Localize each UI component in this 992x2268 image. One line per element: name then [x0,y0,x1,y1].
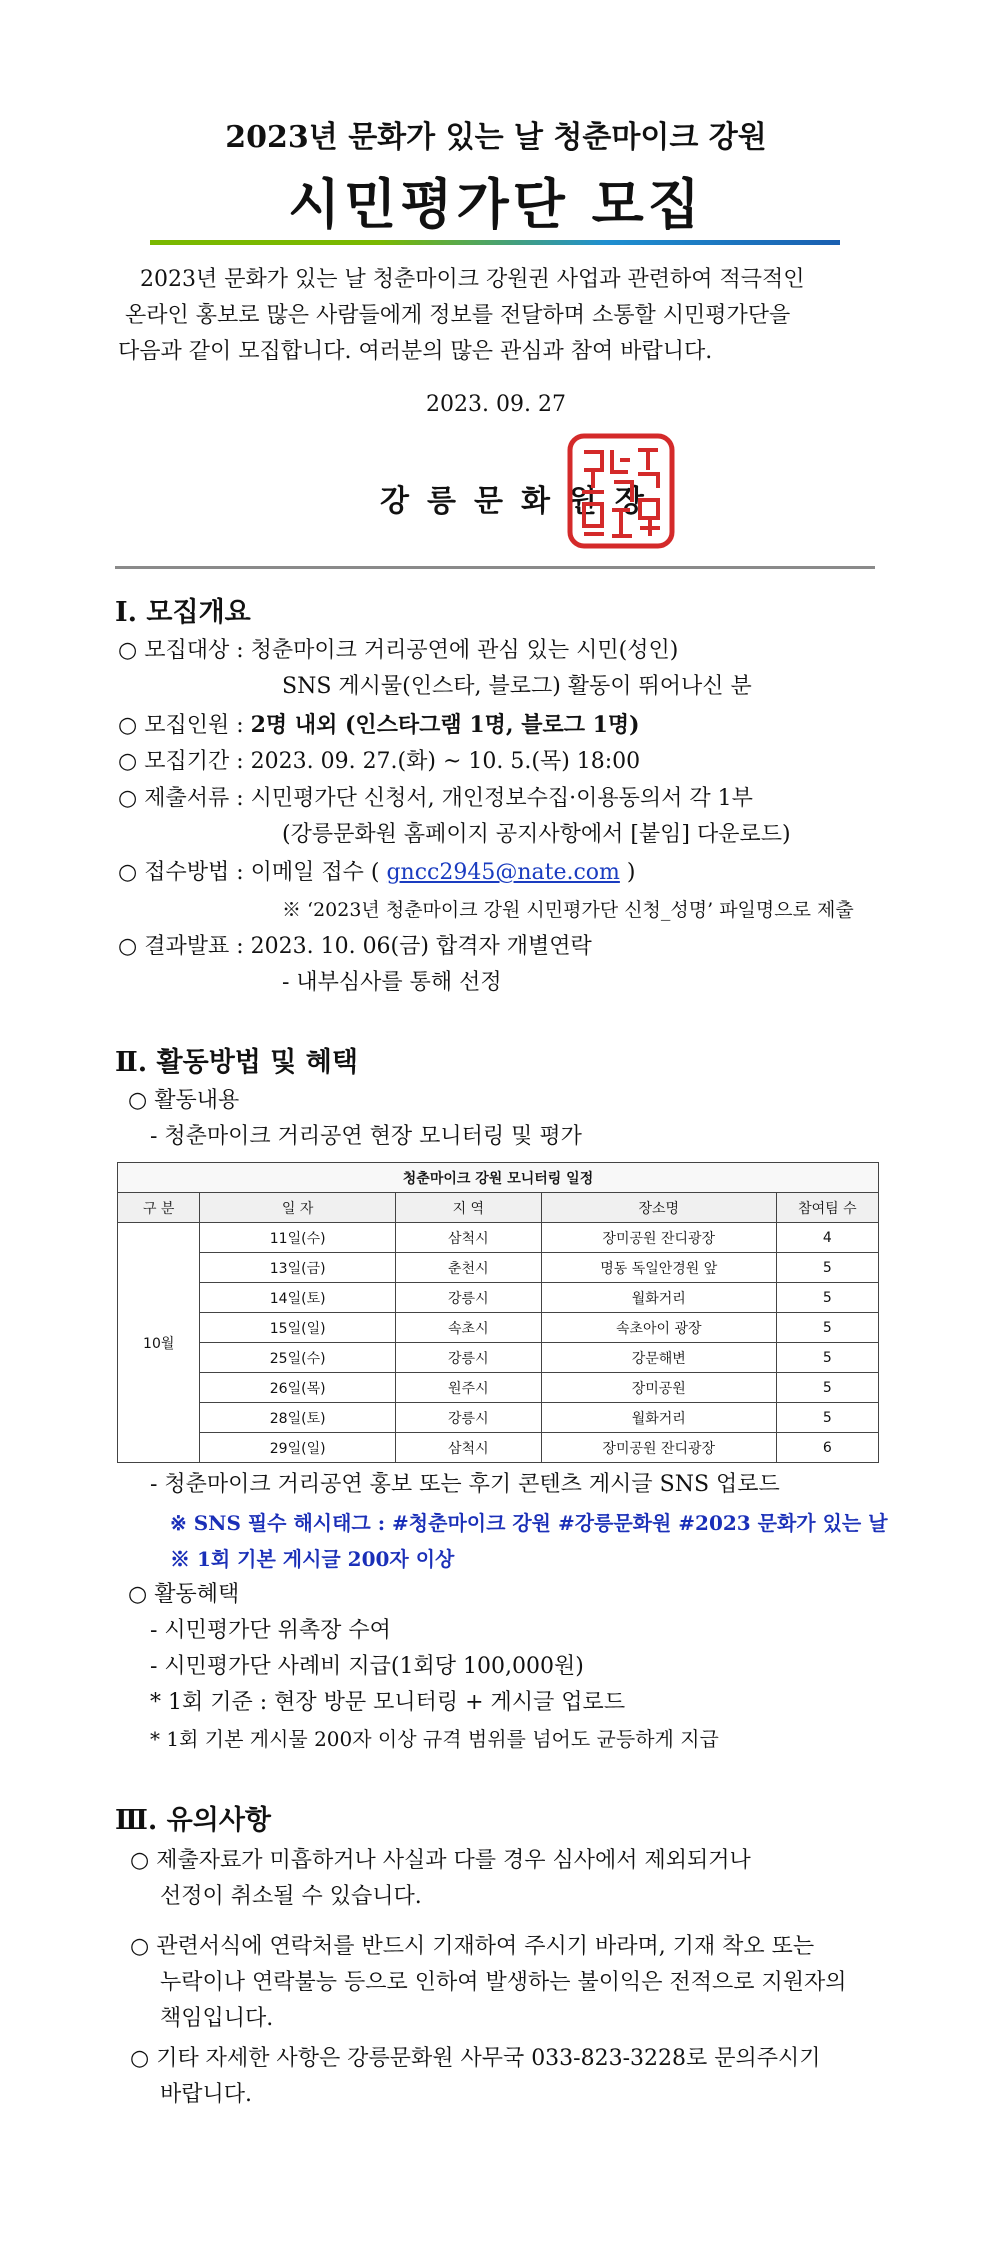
region-cell: 강릉시 [395,1343,541,1373]
email-link[interactable]: gncc2945@nate.com [386,860,620,885]
table-header: 구 분 [118,1193,200,1223]
target-value-1: 청춘마이크 거리공연에 관심 있는 시민(성인) [250,638,679,663]
table-row [118,1313,879,1343]
venue-cell: 월화거리 [541,1403,776,1433]
benefit-item-2: - 시민평가단 사례비 지급(1회당 100,000원) [150,1654,584,1679]
number-label: ○ 모집인원 : [118,713,251,738]
table-header: 지 역 [395,1193,541,1223]
table-row [118,1283,879,1313]
section-3-title: Ⅲ. 유의사항 [115,1805,272,1836]
benefit-note-1: * 1회 기준 : 현장 방문 모니터링 + 게시글 업로드 [150,1690,626,1715]
docs-label: ○ 제출서류 : [118,786,251,811]
target-value-2: SNS 게시물(인스타, 블로그) 활동이 뛰어나신 분 [282,674,752,699]
table-row [118,1403,879,1433]
table-header: 장소명 [541,1193,776,1223]
caution-1-line-1: ○ 제출자료가 미흡하거나 사실과 다를 경우 심사에서 제외되거나 [130,1848,751,1873]
activity-item-1: - 청춘마이크 거리공연 현장 모니터링 및 평가 [150,1124,582,1149]
docs-row [118,784,753,814]
caution-1-line-2: 선정이 취소될 수 있습니다. [160,1884,422,1909]
docs-value-2: (강릉문화원 홈페이지 공지사항에서 [붙임] 다운로드) [282,822,791,847]
venue-cell: 장미공원 잔디광장 [541,1223,776,1253]
organization-signature: 강릉문화원장 [380,484,662,519]
table-caption: 청춘마이크 강원 모니터링 일정 [118,1163,879,1193]
teams-cell: 5 [776,1253,878,1283]
venue-cell: 명동 독일안경원 앞 [541,1253,776,1283]
table-header: 일 자 [200,1193,395,1223]
teams-cell: 4 [776,1223,878,1253]
table-row [118,1223,879,1253]
monitoring-schedule-table [117,1162,879,1463]
result-note: - 내부심사를 통해 선정 [282,970,502,995]
target-row [118,636,678,666]
region-cell: 강릉시 [395,1283,541,1313]
period-value: 2023. 09. 27.(화) ~ 10. 5.(목) 18:00 [250,749,641,774]
caution-2-line-3: 책임입니다. [160,2006,274,2031]
result-value: 2023. 10. 06(금) 합격자 개별연락 [250,934,592,959]
length-note: ※ 1회 기본 게시글 200자 이상 [170,1547,455,1571]
document-title: 시민평가단 모집 [288,172,704,236]
date-cell: 29일(일) [200,1433,395,1463]
date-cell: 28일(토) [200,1403,395,1433]
teams-cell: 5 [776,1313,878,1343]
teams-cell: 5 [776,1283,878,1313]
intro-line-2: 온라인 홍보로 많은 사람들에게 정보를 전달하며 소통할 시민평가단을 [125,303,791,328]
title-underline [150,240,840,245]
method-prefix: 이메일 접수 ( [250,860,387,885]
venue-cell: 강문해변 [541,1343,776,1373]
activity-item-2: - 청춘마이크 거리공연 홍보 또는 후기 콘텐츠 게시글 SNS 업로드 [150,1472,780,1497]
table-row [118,1373,879,1403]
table-header: 참여팀 수 [776,1193,878,1223]
method-row [118,858,635,888]
table-row [118,1253,879,1283]
teams-cell: 5 [776,1343,878,1373]
section-1-title: Ⅰ. 모집개요 [115,597,251,628]
date-cell: 11일(수) [200,1223,395,1253]
venue-cell: 장미공원 잔디광장 [541,1433,776,1463]
target-label: ○ 모집대상 : [118,638,251,663]
region-cell: 강릉시 [395,1403,541,1433]
intro-line-1: 2023년 문화가 있는 날 청춘마이크 강원권 사업과 관련하여 적극적인 [140,267,805,292]
benefit-item-1: - 시민평가단 위촉장 수여 [150,1618,391,1643]
region-cell: 춘천시 [395,1253,541,1283]
region-cell: 원주시 [395,1373,541,1403]
date-cell: 15일(일) [200,1313,395,1343]
document-subtitle: 2023년 문화가 있는 날 청춘마이크 강원 [225,120,767,155]
section-2-title: Ⅱ. 활동방법 및 혜택 [115,1047,358,1078]
date-cell: 13일(금) [200,1253,395,1283]
benefit-heading: ○ 활동혜택 [128,1582,240,1607]
period-label: ○ 모집기간 : [118,749,251,774]
caution-3-line-1: ○ 기타 자세한 사항은 강릉문화원 사무국 033-823-3228로 문의주시기 [130,2046,821,2071]
section-divider [115,566,875,569]
method-label: ○ 접수방법 : [118,860,251,885]
intro-line-3: 다음과 같이 모집합니다. 여러분의 많은 관심과 참여 바랍니다. [118,339,713,364]
benefit-note-2: * 1회 기본 게시물 200자 이상 규격 범위를 넘어도 균등하게 지급 [150,1727,719,1751]
region-cell: 삼척시 [395,1433,541,1463]
period-row [118,747,640,777]
method-suffix: ) [619,860,636,885]
number-row [118,710,640,741]
docs-value-1: 시민평가단 신청서, 개인정보수집·이용동의서 각 1부 [250,786,753,811]
hashtag-note: ※ SNS 필수 해시태그 : #청춘마이크 강원 #강릉문화원 #2023 문화가 있는 날 [170,1511,888,1535]
date-cell: 14일(토) [200,1283,395,1313]
venue-cell: 속초아이 광장 [541,1313,776,1343]
official-seal-icon [566,432,676,550]
region-cell: 삼척시 [395,1223,541,1253]
venue-cell: 월화거리 [541,1283,776,1313]
announcement-date: 2023. 09. 27 [426,392,566,417]
result-label: ○ 결과발표 : [118,934,251,959]
result-row [118,932,592,962]
teams-cell: 6 [776,1433,878,1463]
caution-2-line-2: 누락이나 연락불능 등으로 인하여 발생하는 불이익은 전적으로 지원자의 [160,1970,847,1995]
caution-2-line-1: ○ 관련서식에 연락처를 반드시 기재하여 주시기 바라며, 기재 착오 또는 [130,1934,815,1959]
table-row [118,1343,879,1373]
month-cell: 10월 [118,1223,200,1463]
caution-3-line-2: 바랍니다. [160,2082,253,2107]
number-value: 2명 내외 (인스타그램 1명, 블로그 1명) [250,712,640,738]
teams-cell: 5 [776,1403,878,1433]
date-cell: 25일(수) [200,1343,395,1373]
teams-cell: 5 [776,1373,878,1403]
activity-heading: ○ 활동내용 [128,1088,240,1113]
region-cell: 속초시 [395,1313,541,1343]
table-row [118,1433,879,1463]
venue-cell: 장미공원 [541,1373,776,1403]
date-cell: 26일(목) [200,1373,395,1403]
method-note: ※ ‘2023년 청춘마이크 강원 시민평가단 신청_성명’ 파일명으로 제출 [282,899,854,921]
